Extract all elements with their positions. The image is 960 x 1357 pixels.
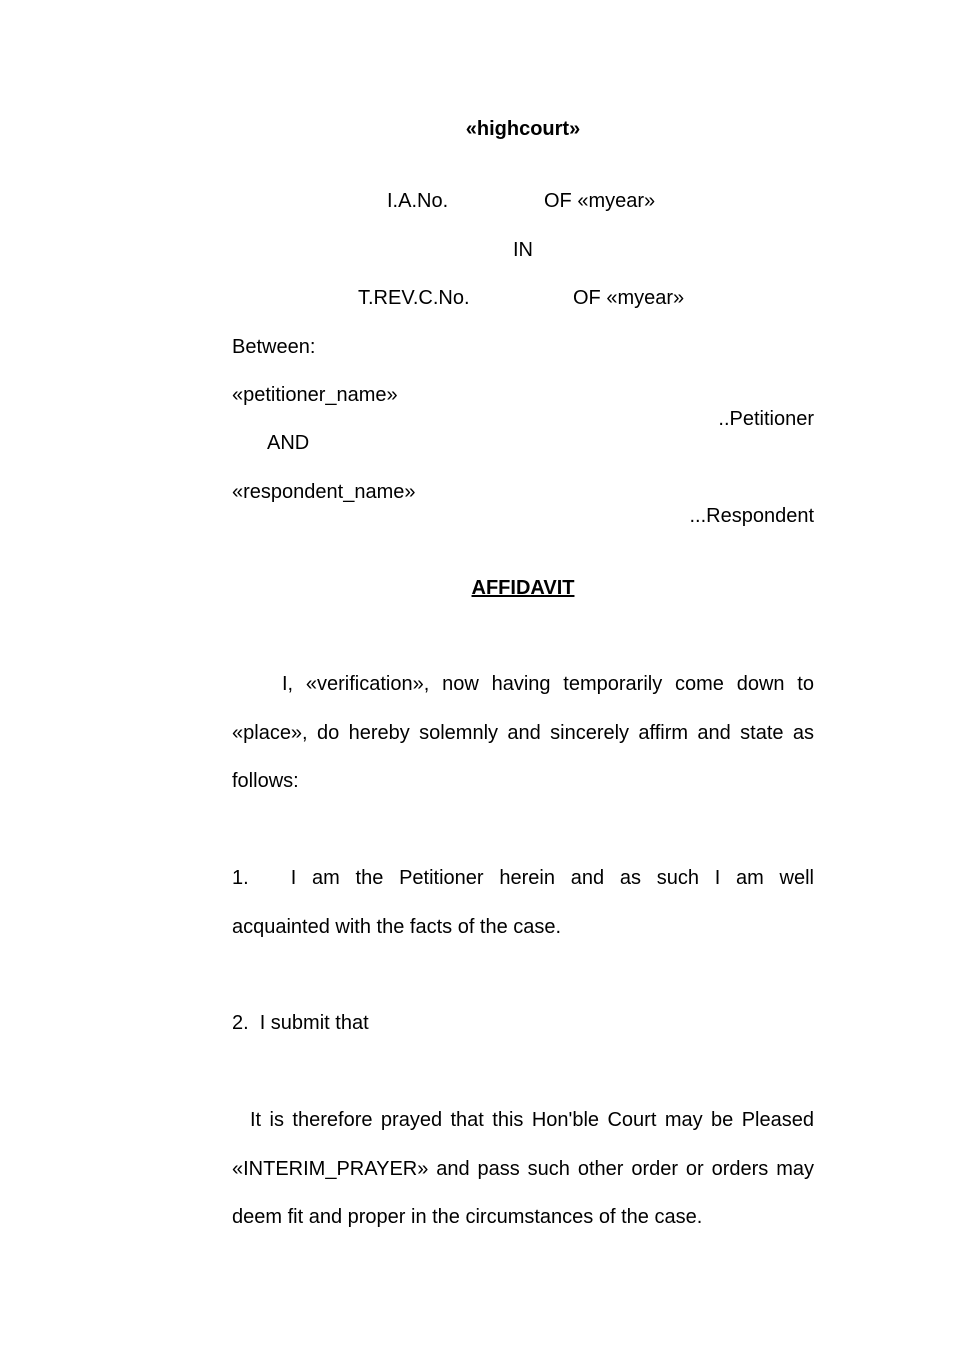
item-1-paragraph	[232, 854, 814, 951]
item-2-paragraph	[232, 999, 814, 1048]
prayer-paragraph: It is therefore prayed that this Hon'ble Court may be Pleased «INTERIM_PRAYER» and pass such other order or orders may deem fit and proper in the circumstances of the case.	[232, 1109, 814, 1228]
between-label: Between:	[232, 336, 316, 358]
case-number-label: T.REV.C.No.	[358, 287, 470, 309]
in-label: IN	[513, 239, 533, 261]
affidavit-title: AFFIDAVIT	[471, 577, 575, 599]
ia-number-label: I.A.No.	[387, 190, 449, 212]
case-year: OF «myear»	[573, 287, 685, 309]
item-2-text: I submit that	[259, 1012, 369, 1034]
respondent-role: ...Respondent	[689, 505, 814, 527]
petitioner-name: «petitioner_name»	[232, 384, 398, 406]
intro-paragraph: I, «verification», now having temporarily come down to «place», do hereby solemnly and sincerely affirm and state as follows:	[232, 673, 814, 792]
item-1-text: I am the Petitioner herein and as such I am well acquainted with the facts of the case.	[232, 867, 814, 938]
court-heading: «highcourt»	[465, 118, 581, 140]
item-1-number: 1.	[232, 867, 249, 889]
and-label: AND	[267, 432, 310, 454]
ia-year: OF «myear»	[544, 190, 656, 212]
petitioner-role: ..Petitioner	[718, 408, 814, 430]
respondent-name: «respondent_name»	[232, 481, 416, 503]
item-2-number: 2.	[232, 1012, 249, 1034]
